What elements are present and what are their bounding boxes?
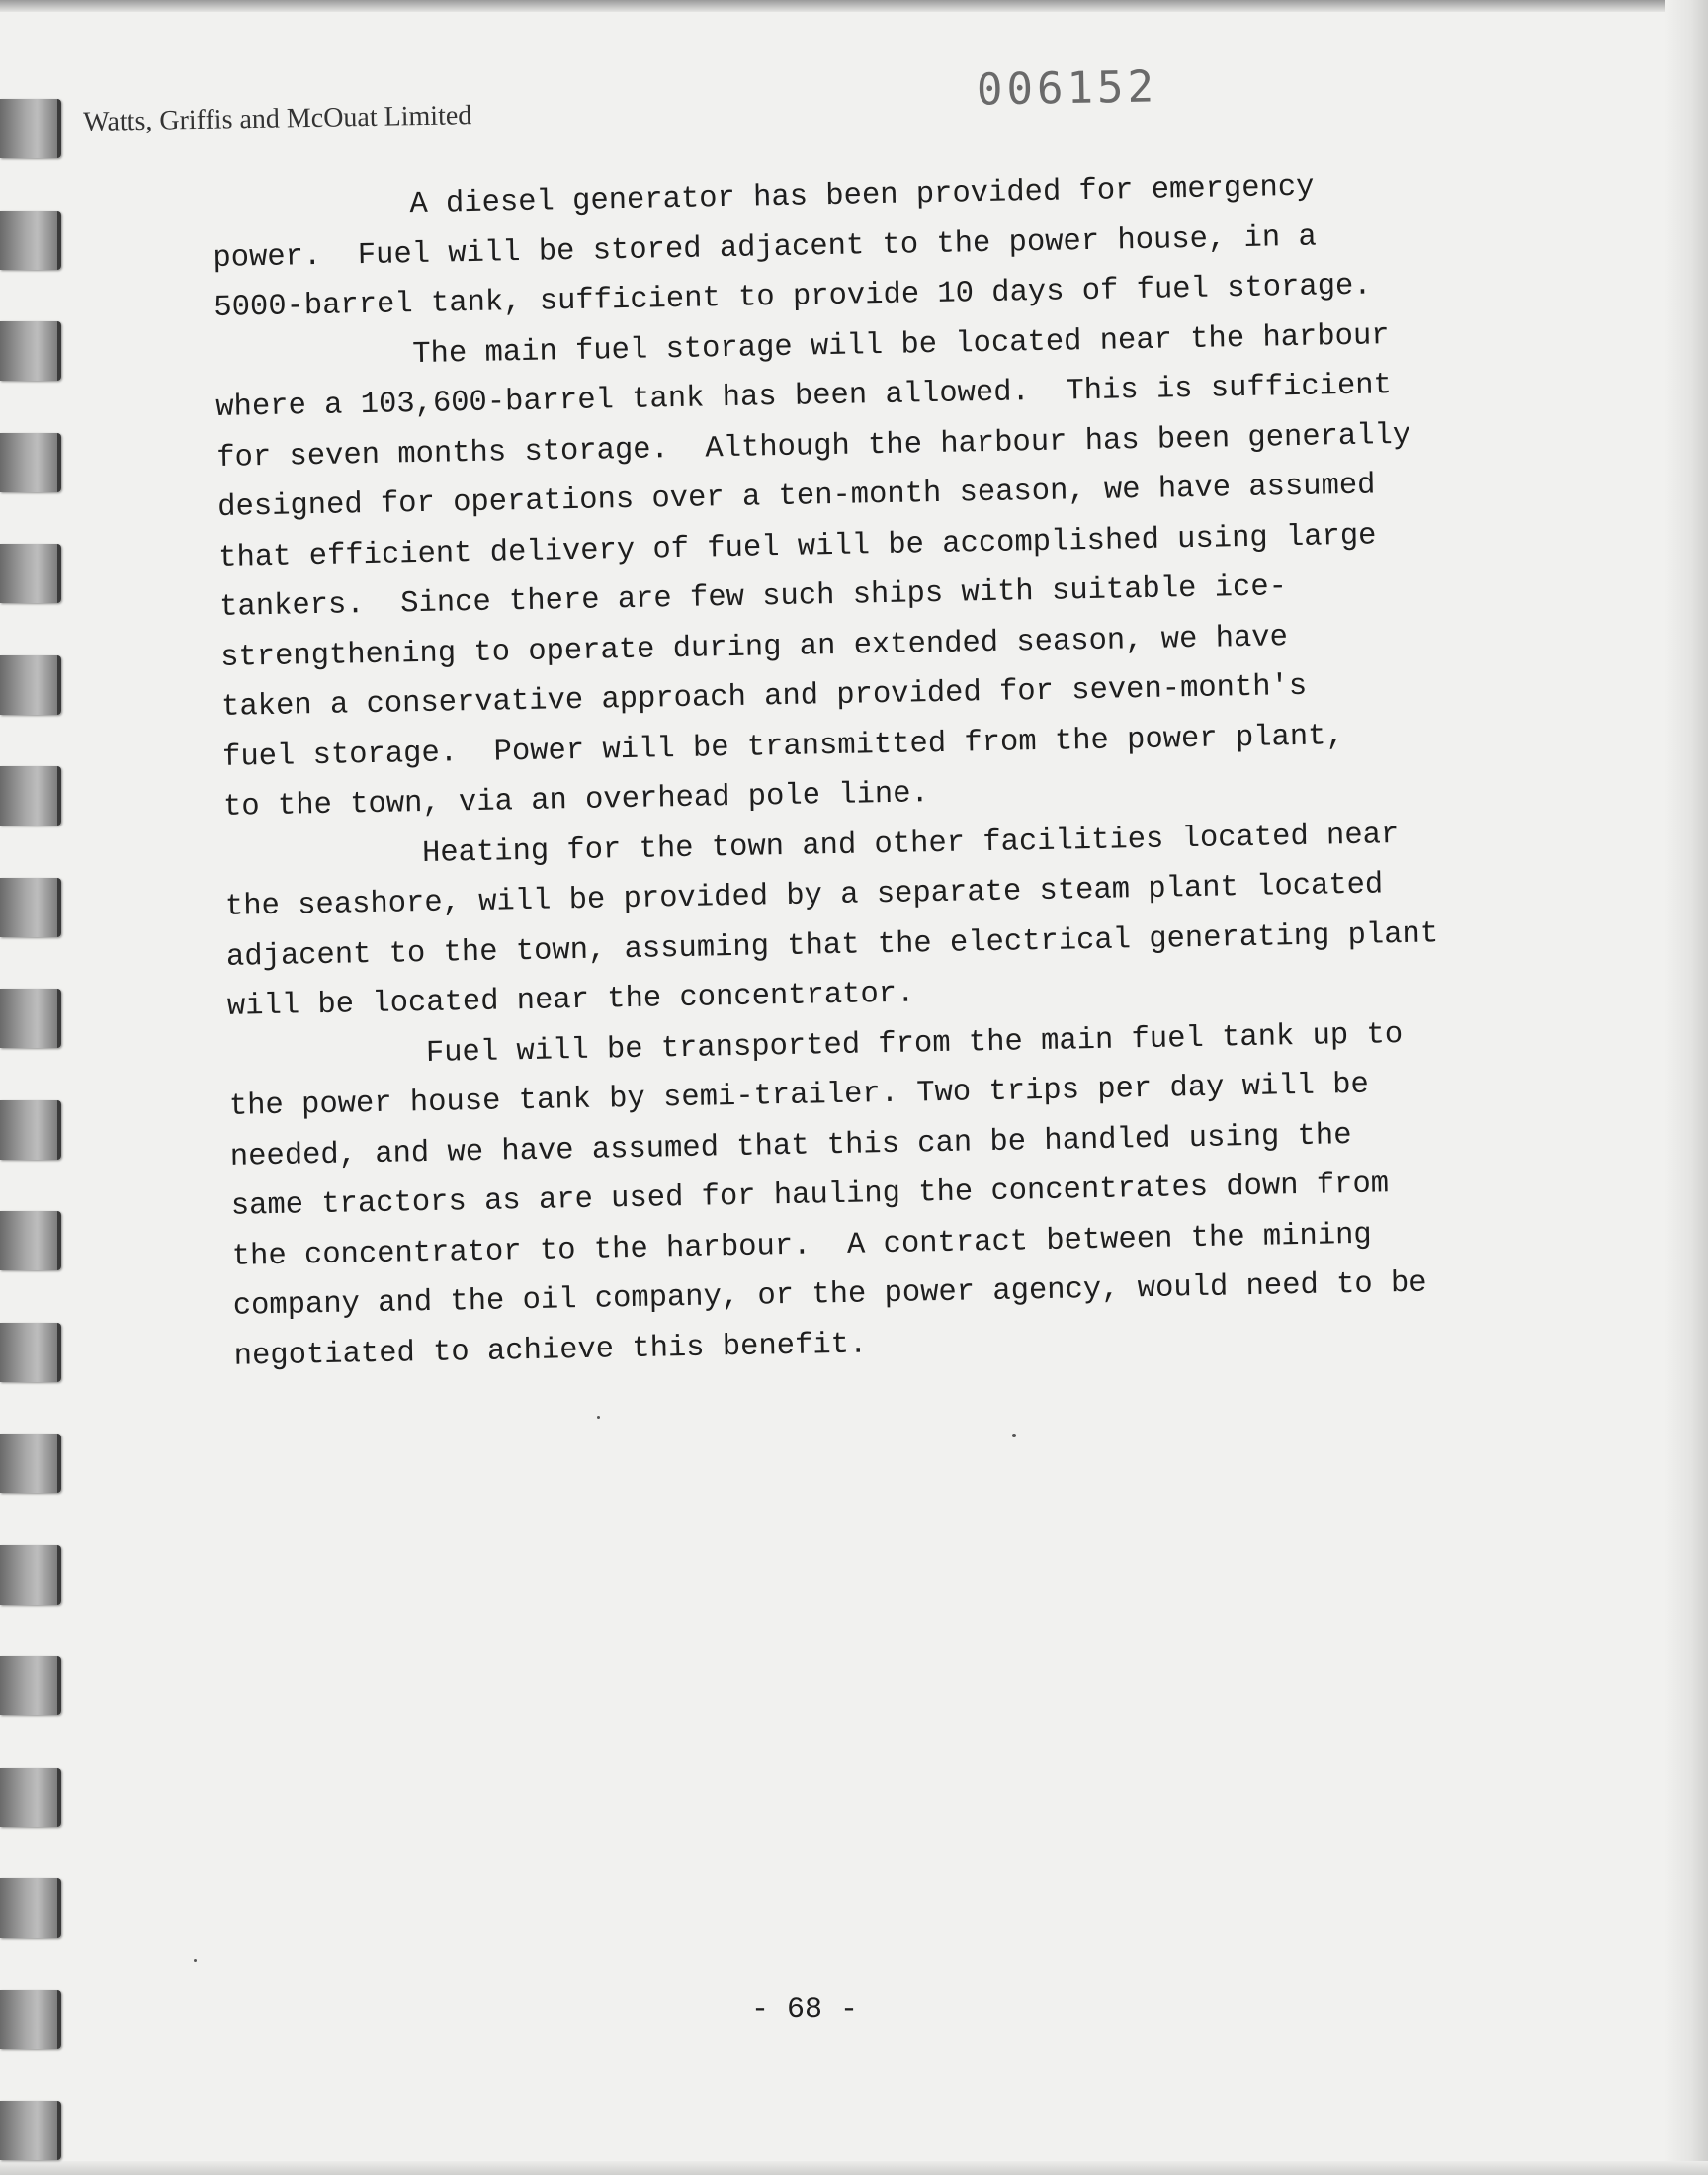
text-line: for seven months storage. Although the harbour has been generally [216, 418, 1411, 476]
text-line: negotiated to achieve this benefit. [233, 1327, 868, 1374]
text-line: company and the oil company, or the power agency, would need to be [232, 1266, 1427, 1324]
text-line: tankers. Since there are few such ships with suitable ice- [218, 570, 1288, 625]
scan-speck [597, 1416, 600, 1419]
binding-ring [0, 433, 61, 492]
text-line: power. Fuel will be stored adjacent to the power house, in a [213, 220, 1318, 276]
text-line: needed, and we have assumed that this can be handled using the [229, 1118, 1352, 1174]
page-right-edge [1665, 0, 1708, 2175]
binding-ring [0, 1878, 61, 1938]
text-line: Fuel will be transported from the main fuel tank up to [425, 1017, 1404, 1071]
text-line: will be located near the concentrator. [226, 977, 915, 1024]
text-line: adjacent to the town, assuming that the electrical generating plant [225, 916, 1439, 975]
binding-ring [0, 1990, 61, 2049]
text-line: strengthening to operate during an extended season, we have [219, 620, 1289, 675]
text-line: that efficient delivery of fuel will be accomplished using large [217, 518, 1377, 575]
spiral-binding [0, 99, 69, 2175]
page-bottom-edge [0, 2161, 1708, 2175]
binding-ring [0, 2101, 61, 2160]
binding-ring [0, 1768, 61, 1827]
text-line: the power house tank by semi-trailer. Two trips per day will be [228, 1068, 1370, 1124]
binding-ring [0, 1323, 61, 1382]
body-text [212, 158, 1598, 1382]
text-line: the seashore, will be provided by a separate steam plant located [224, 868, 1384, 924]
text-line: the concentrator to the harbour. A contract between the mining [231, 1218, 1373, 1274]
document-stamp-number: 006152 [976, 61, 1158, 116]
binding-ring [0, 1211, 61, 1270]
text-line: taken a conservative approach and provided for seven-month's [220, 669, 1308, 725]
binding-ring [0, 211, 61, 270]
page-top-edge [0, 0, 1708, 12]
text-line: 5000-barrel tank, sufficient to provide 10 days of fuel storage. [214, 269, 1372, 325]
text-line: same tractors as are used for hauling the concentrates down from [230, 1168, 1390, 1224]
text-line: where a 103,600-barrel tank has been allowed. This is sufficient [215, 369, 1393, 425]
binding-ring [0, 1656, 61, 1715]
text-line: The main fuel storage will be located near the harbour [412, 318, 1390, 372]
text-line: Heating for the town and other facilities located near [421, 818, 1400, 871]
letterhead: Watts, Griffis and McOuat Limited [83, 100, 472, 137]
binding-ring [0, 321, 61, 381]
binding-ring [0, 1100, 61, 1160]
binding-ring [0, 99, 61, 158]
binding-ring [0, 989, 61, 1048]
page-number: - 68 - [751, 1993, 859, 2027]
binding-ring [0, 766, 61, 826]
text-line: designed for operations over a ten-month season, we have assumed [216, 469, 1376, 525]
scan-speck [194, 1959, 197, 1962]
text-line: to the town, via an overhead pole line. [222, 777, 930, 825]
scan-speck [1012, 1434, 1016, 1437]
binding-ring [0, 1545, 61, 1605]
binding-ring [0, 544, 61, 603]
binding-ring [0, 878, 61, 937]
binding-ring [0, 655, 61, 715]
text-line: A diesel generator has been provided for emergency [409, 170, 1315, 222]
text-line: fuel storage. Power will be transmitted from the power plant, [221, 719, 1345, 775]
binding-ring [0, 1434, 61, 1493]
